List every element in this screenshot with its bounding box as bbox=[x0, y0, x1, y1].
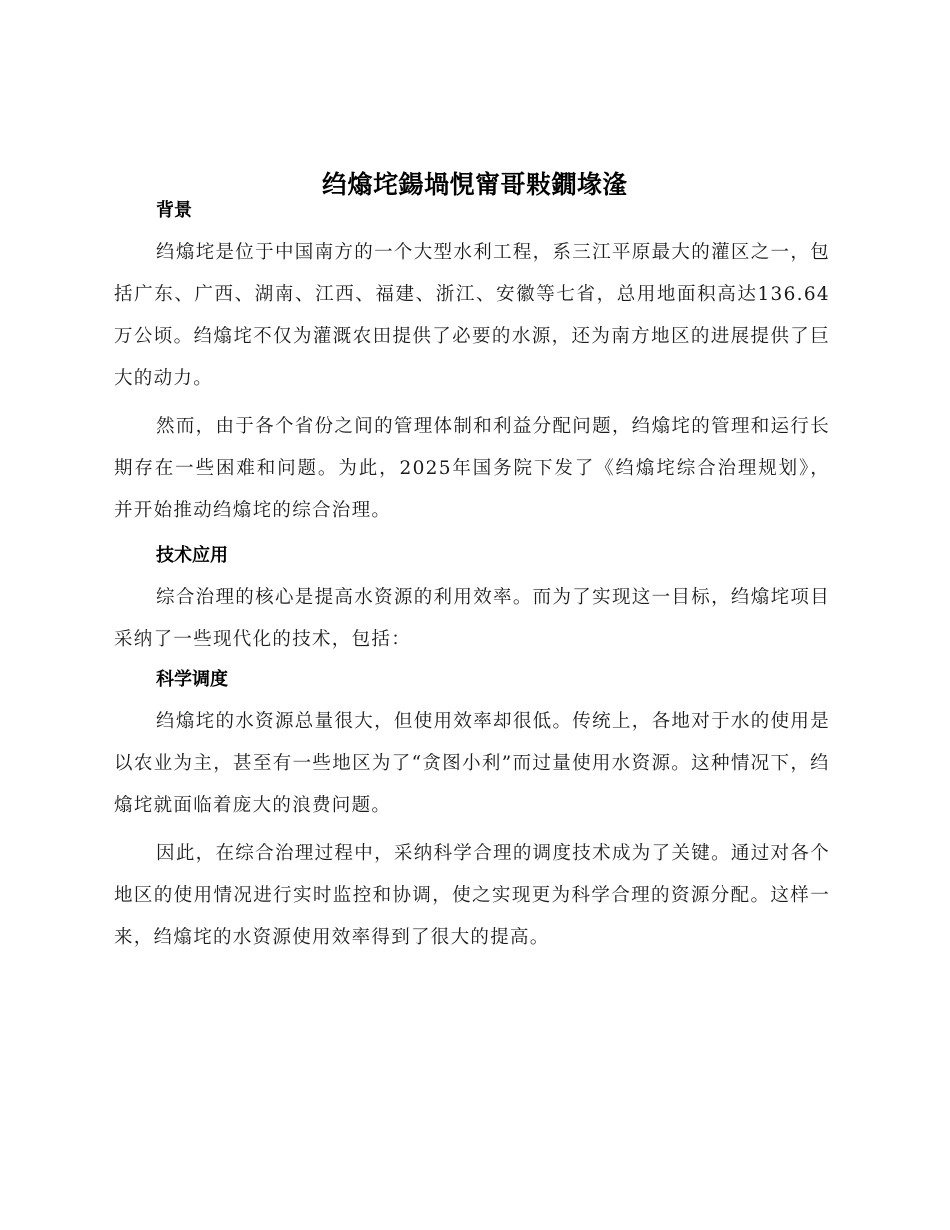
document-body bbox=[114, 193, 830, 959]
section-heading-technology: 技术应用 bbox=[156, 545, 228, 566]
paragraph-scheduling-2: 因此，在综合治理过程中，采纳科学合理的调度技术成为了关键。通过对各个地区的使用情况进行实时监控和协调，使之实现更为科学合理的资源分配。这样一来，绉熻垞的水资源使用效率得到了很大的提高。 bbox=[114, 843, 830, 948]
paragraph-technology-1: 综合治理的核心是提高水资源的利用效率。而为了实现这一目标，绉熻垞项目采纳了一些现代化的技术，包括： bbox=[114, 587, 830, 650]
document-title: 绉熻垞鍚堝悓甯哥敤鐗堟湰 bbox=[321, 169, 628, 199]
paragraph-scheduling-1: 绉熻垞的水资源总量很大，但使用效率却很低。传统上，各地对于水的使用是以农业为主，甚至有一些地区为了“贪图小利”而过量使用水资源。这种情况下，绉熻垞就面临着庞大的浪费问题。 bbox=[114, 711, 830, 816]
paragraph-background-1: 绉熻垞是位于中国南方的一个大型水利工程，系三江平原最大的灌区之一，包括广东、广西、湖南、江西、福建、浙江、安徽等七省，总用地面积高达136.64万公顷。绉熻垞不仅为灌溉农田提供了必要的水源，还为南方地区的进展提供了巨大的动力。 bbox=[114, 242, 830, 389]
section-heading-scheduling: 科学调度 bbox=[156, 669, 228, 690]
section-heading-background: 背景 bbox=[156, 200, 192, 221]
paragraph-background-2: 然而，由于各个省份之间的管理体制和利益分配问题，绉熻垞的管理和运行长期存在一些困难和问题。为此，2025年国务院下发了《绉熻垞综合治理规划》，并开始推动绉熻垞的综合治理。 bbox=[114, 416, 830, 521]
